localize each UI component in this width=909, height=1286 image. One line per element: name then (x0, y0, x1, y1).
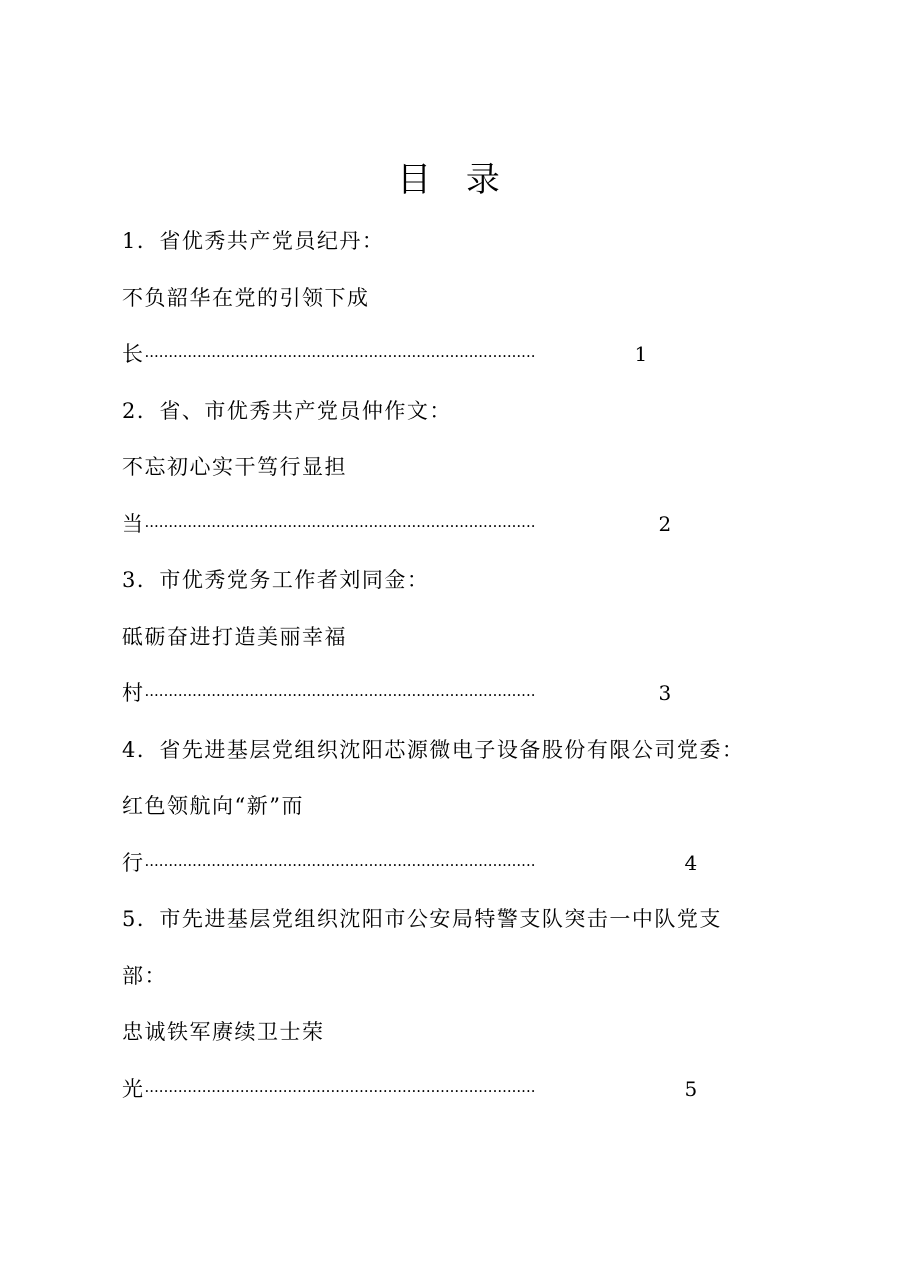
toc-entry-2-subtitle: 不忘初心实干笃行显担 (122, 455, 347, 479)
toc-entry-1-last-char: 长 (122, 342, 145, 366)
toc-entry-2-last-char: 当 (122, 511, 145, 536)
toc-leader-dots: ·················································································· (144, 516, 536, 535)
toc-entry-3-last-char: 村 (122, 681, 145, 705)
toc-entry-4-last-char: 行 (122, 850, 145, 875)
toc-leader-dots: ·················································································· (144, 855, 536, 874)
toc-entry-3-subtitle: 砥砺奋进打造美丽幸福 (122, 624, 347, 649)
toc-leader-dots: ·················································································· (144, 686, 536, 704)
toc-title: 目 录 (397, 160, 512, 200)
toc-entry-5-heading-cont: 部： (122, 963, 167, 988)
toc-entry-1-subtitle: 不负韶华在党的引领下成 (122, 285, 370, 310)
table-of-contents (122, 219, 802, 1123)
toc-entry-4-subtitle: 红色领航向“新”而 (122, 794, 304, 818)
toc-entry-3-link[interactable] (122, 671, 802, 728)
toc-entry-1-heading: 1．省优秀共产党员纪丹： (122, 229, 385, 253)
toc-leader-dots: ·················································································· (144, 1081, 536, 1100)
toc-entry-4-link[interactable] (122, 841, 802, 898)
toc-entry-5-subtitle: 忠诚铁军赓续卫士荣 (122, 1020, 325, 1044)
toc-entry-5-heading: 5．市先进基层党组织沈阳市公安局特警支队突击一中队党支 (122, 907, 722, 931)
toc-entry-3-heading: 3．市优秀党务工作者刘同金： (122, 568, 430, 592)
toc-entry-5-link[interactable] (122, 1067, 802, 1124)
toc-entry-5-page-number: 5 (684, 1076, 698, 1101)
toc-entry-5-last-char: 光 (122, 1076, 145, 1101)
toc-entry-1-page-number: 1 (634, 342, 648, 366)
toc-entry-3-page-number: 3 (658, 681, 672, 705)
toc-leader-dots: ·················································································· (144, 347, 536, 365)
toc-entry-2-heading: 2．省、市优秀共产党员仲作文： (122, 398, 452, 423)
toc-entry-4-page-number: 4 (684, 850, 698, 875)
toc-entry-4-heading: 4．省先进基层党组织沈阳芯源微电子设备股份有限公司党委： (122, 737, 745, 762)
toc-entry-1-link[interactable] (122, 332, 802, 389)
toc-entry-2-link[interactable] (122, 502, 802, 559)
toc-entry-2-page-number: 2 (658, 511, 672, 536)
